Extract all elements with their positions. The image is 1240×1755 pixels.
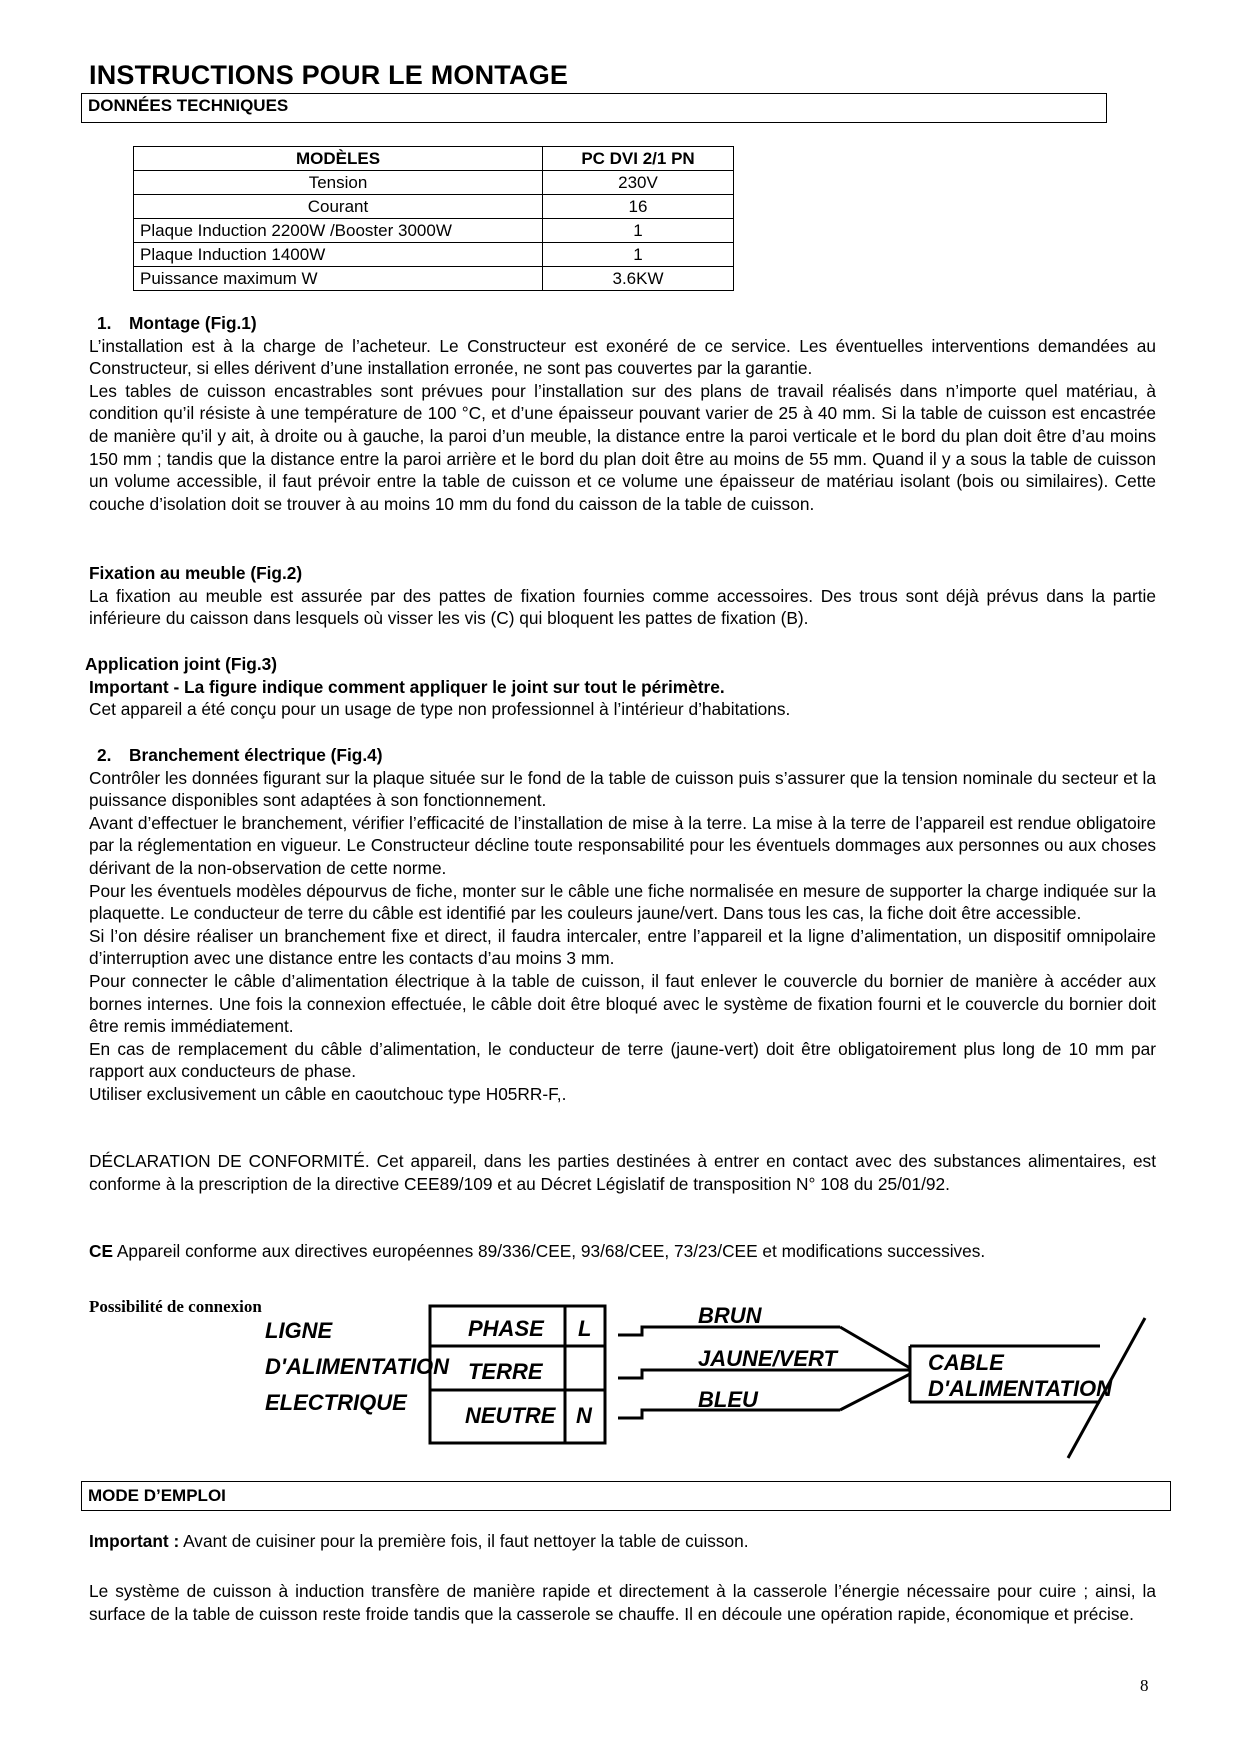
spec-table-header (134, 147, 734, 171)
connection-label: Possibilité de connexion (89, 1297, 262, 1316)
montage-number: 1. (97, 313, 112, 333)
terminal-neutre-label: NEUTRE (465, 1403, 556, 1428)
row-value: 1 (543, 219, 734, 243)
branchement-heading-text: Branchement électrique (Fig.4) (129, 745, 383, 765)
branchement-paragraph-6: En cas de remplacement du câble d’alimentation, le conducteur de terre (jaune-vert) doit être obligatoirement plus long de 10 mm par rapport aux conducteurs de phase. (89, 1038, 1156, 1082)
wire-jaune-vert-label: JAUNE/VERT (698, 1346, 837, 1371)
important-paragraph (89, 1530, 1156, 1553)
line-label-3: ELECTRIQUE (265, 1390, 407, 1415)
branchement-heading (89, 744, 1156, 767)
branchement-paragraph-3: Pour les éventuels modèles dépourvus de fiche, monter sur le câble une fiche normalisée en mesure de supporter la charge indiquée sur la plaquette. Le conducteur de terre du câble est identifié par les couleurs jaune/vert. Dans tous les cas, la fiche doit être accessible. (89, 880, 1156, 924)
row-value: 230V (543, 171, 734, 195)
cable-label-2: D'ALIMENTATION (928, 1376, 1113, 1401)
connector-brun (618, 1327, 655, 1335)
cable-label-1: CABLE (928, 1350, 1004, 1375)
section-joint (85, 653, 1152, 721)
section-ce (89, 1240, 1156, 1263)
row-label: Plaque Induction 1400W (134, 243, 543, 267)
fixation-paragraph: La fixation au meuble est assurée par des pattes de fixation fournies comme accessoires. Des trous sont déjà prévus dans la partie inférieure du caisson dans lesquels où visser les vis (C) qui bloquent les pattes de fixation (B). (89, 585, 1156, 629)
induction-paragraph: Le système de cuisson à induction transfère de manière rapide et directement à la casserole l’énergie nécessaire pour cuire ; ainsi, la surface de la table de cuisson reste froide tandis que la casserole se chauffe. Il en découle une opération rapide, économique et précise. (89, 1581, 1156, 1624)
terminal-terre-label: TERRE (468, 1359, 543, 1384)
branchement-paragraph-5: Pour connecter le câble d’alimentation électrique à la table de cuisson, il faut enlever le couvercle du bornier de manière à accéder aux bornes internes. Une fois la connexion effectuée, le câble doit être bloqué avec le système de fixation fourni et le couvercle du bornier doit être remis immédiatement. (89, 970, 1156, 1037)
montage-heading-text: Montage (Fig.1) (129, 313, 257, 333)
montage-paragraph-1: L’installation est à la charge de l’acheteur. Le Constructeur est exonéré de ce service. Les éventuelles interventions demandées au Constructeur, si elles dérivent d’une installation erronée, ne sont pas couvertes par la garantie. (89, 335, 1156, 379)
connection-diagram (260, 1290, 1160, 1470)
section-branchement (89, 744, 1156, 1106)
branchement-number: 2. (97, 745, 112, 765)
spec-table (133, 146, 734, 291)
important-label: Important : (89, 1531, 180, 1551)
section-induction (89, 1580, 1156, 1625)
section-montage (89, 312, 1156, 515)
terminal-phase-label: PHASE (468, 1316, 544, 1341)
connector-jaune-vert (618, 1370, 655, 1378)
line-label-1: LIGNE (265, 1318, 333, 1343)
table-row (134, 171, 734, 195)
page-title: INSTRUCTIONS POUR LE MONTAGE (89, 60, 569, 90)
branchement-paragraph-7: Utiliser exclusivement un câble en caoutchouc type H05RR-F,. (89, 1083, 567, 1104)
row-label: Courant (134, 195, 543, 219)
section-conformite (89, 1150, 1156, 1195)
wire-bleu-label: BLEU (698, 1387, 758, 1412)
table-row (134, 243, 734, 267)
col-header-value: PC DVI 2/1 PN (543, 147, 734, 171)
fixation-heading: Fixation au meuble (Fig.2) (89, 563, 303, 583)
ce-text: Appareil conforme aux directives européennes 89/336/CEE, 93/68/CEE, 73/23/CEE et modifications successives. (113, 1241, 986, 1261)
ce-mark: CE (89, 1241, 114, 1261)
ce-paragraph (89, 1240, 1156, 1263)
branchement-paragraph-1: Contrôler les données figurant sur la plaque située sur le fond de la table de cuisson puis s’assurer que la tension nominale du secteur et la puissance disponibles sont adaptées à son fonctionnement. (89, 767, 1156, 811)
montage-heading (89, 312, 1156, 335)
montage-paragraph-2: Les tables de cuisson encastrables sont prévues pour l’installation sur des plans de travail réalisés dans n’importe quel matériau, à condition qu’il résiste à une température de 100 °C, et d’une épaisseur pouvant varier de 25 à 40 mm. Si la table de cuisson est encastrée de manière qu’il y ait, à droite ou à gauche, la paroi d’un meuble, la distance entre la paroi verticale et le bord du plan doit être d’au moins 150 mm ; tandis que la distance entre la paroi arrière et le bord du plan doit être au moins de 55 mm. Quand il y a sous la table de cuisson un volume accessible, il faut prévoir entre la table de cuisson et ce volume une épaisseur de matériau isolant (bois ou similaires). Cette couche d’isolation doit se trouver à au moins 10 mm du fond du caisson de la table de cuisson. (89, 380, 1156, 514)
important-text: Avant de cuisiner pour la première fois, il faut nettoyer la table de cuisson. (179, 1531, 749, 1551)
table-row (134, 219, 734, 243)
row-value: 3.6KW (543, 267, 734, 291)
section-important (89, 1530, 1156, 1553)
joint-heading: Application joint (Fig.3) (85, 654, 277, 674)
joint-paragraph: Cet appareil a été conçu pour un usage de type non professionnel à l’intérieur d’habitations. (89, 699, 791, 720)
page-number: 8 (1140, 1676, 1149, 1695)
table-row (134, 267, 734, 291)
section-header-mode-emploi: MODE D’EMPLOI (81, 1481, 1171, 1511)
terminal-phase-code: L (578, 1316, 592, 1341)
section-header-tech-data: DONNÉES TECHNIQUES (81, 93, 1107, 123)
terminal-neutre-code: N (576, 1403, 592, 1428)
line-label-2: D'ALIMENTATION (265, 1354, 450, 1379)
conformite-paragraph: DÉCLARATION DE CONFORMITÉ. Cet appareil, dans les parties destinées à entrer en contact avec des substances alimentaires, est conforme à la prescription de la directive CEE89/109 et au Décret Législatif de transposition N° 108 du 25/01/92. (89, 1151, 1156, 1194)
row-value: 16 (543, 195, 734, 219)
wire-brun-label: BRUN (698, 1303, 762, 1328)
row-label: Plaque Induction 2200W /Booster 3000W (134, 219, 543, 243)
row-value: 1 (543, 243, 734, 267)
table-row (134, 195, 734, 219)
branchement-paragraph-2: Avant d’effectuer le branchement, vérifier l’efficacité de l’installation de mise à la terre. La mise à la terre de l’appareil est rendue obligatoire par la réglementation en vigueur. Le Constructeur décline toute responsabilité pour les éventuels dommages aux personnes ou aux choses dérivant de la non-observation de cette norme. (89, 812, 1156, 878)
branchement-paragraph-4: Si l’on désire réaliser un branchement fixe et direct, il faudra intercaler, entre l’appareil et la ligne d’alimentation, un dispositif omnipolaire d’interruption avec une distance entre les contacts d’au moins 3 mm. (89, 925, 1156, 969)
row-label: Tension (134, 171, 543, 195)
row-label: Puissance maximum W (134, 267, 543, 291)
joint-important: Important - La figure indique comment appliquer le joint sur tout le périmètre. (89, 676, 725, 697)
section-fixation (89, 562, 1156, 630)
col-header-model: MODÈLES (134, 147, 543, 171)
connector-bleu (618, 1410, 655, 1418)
